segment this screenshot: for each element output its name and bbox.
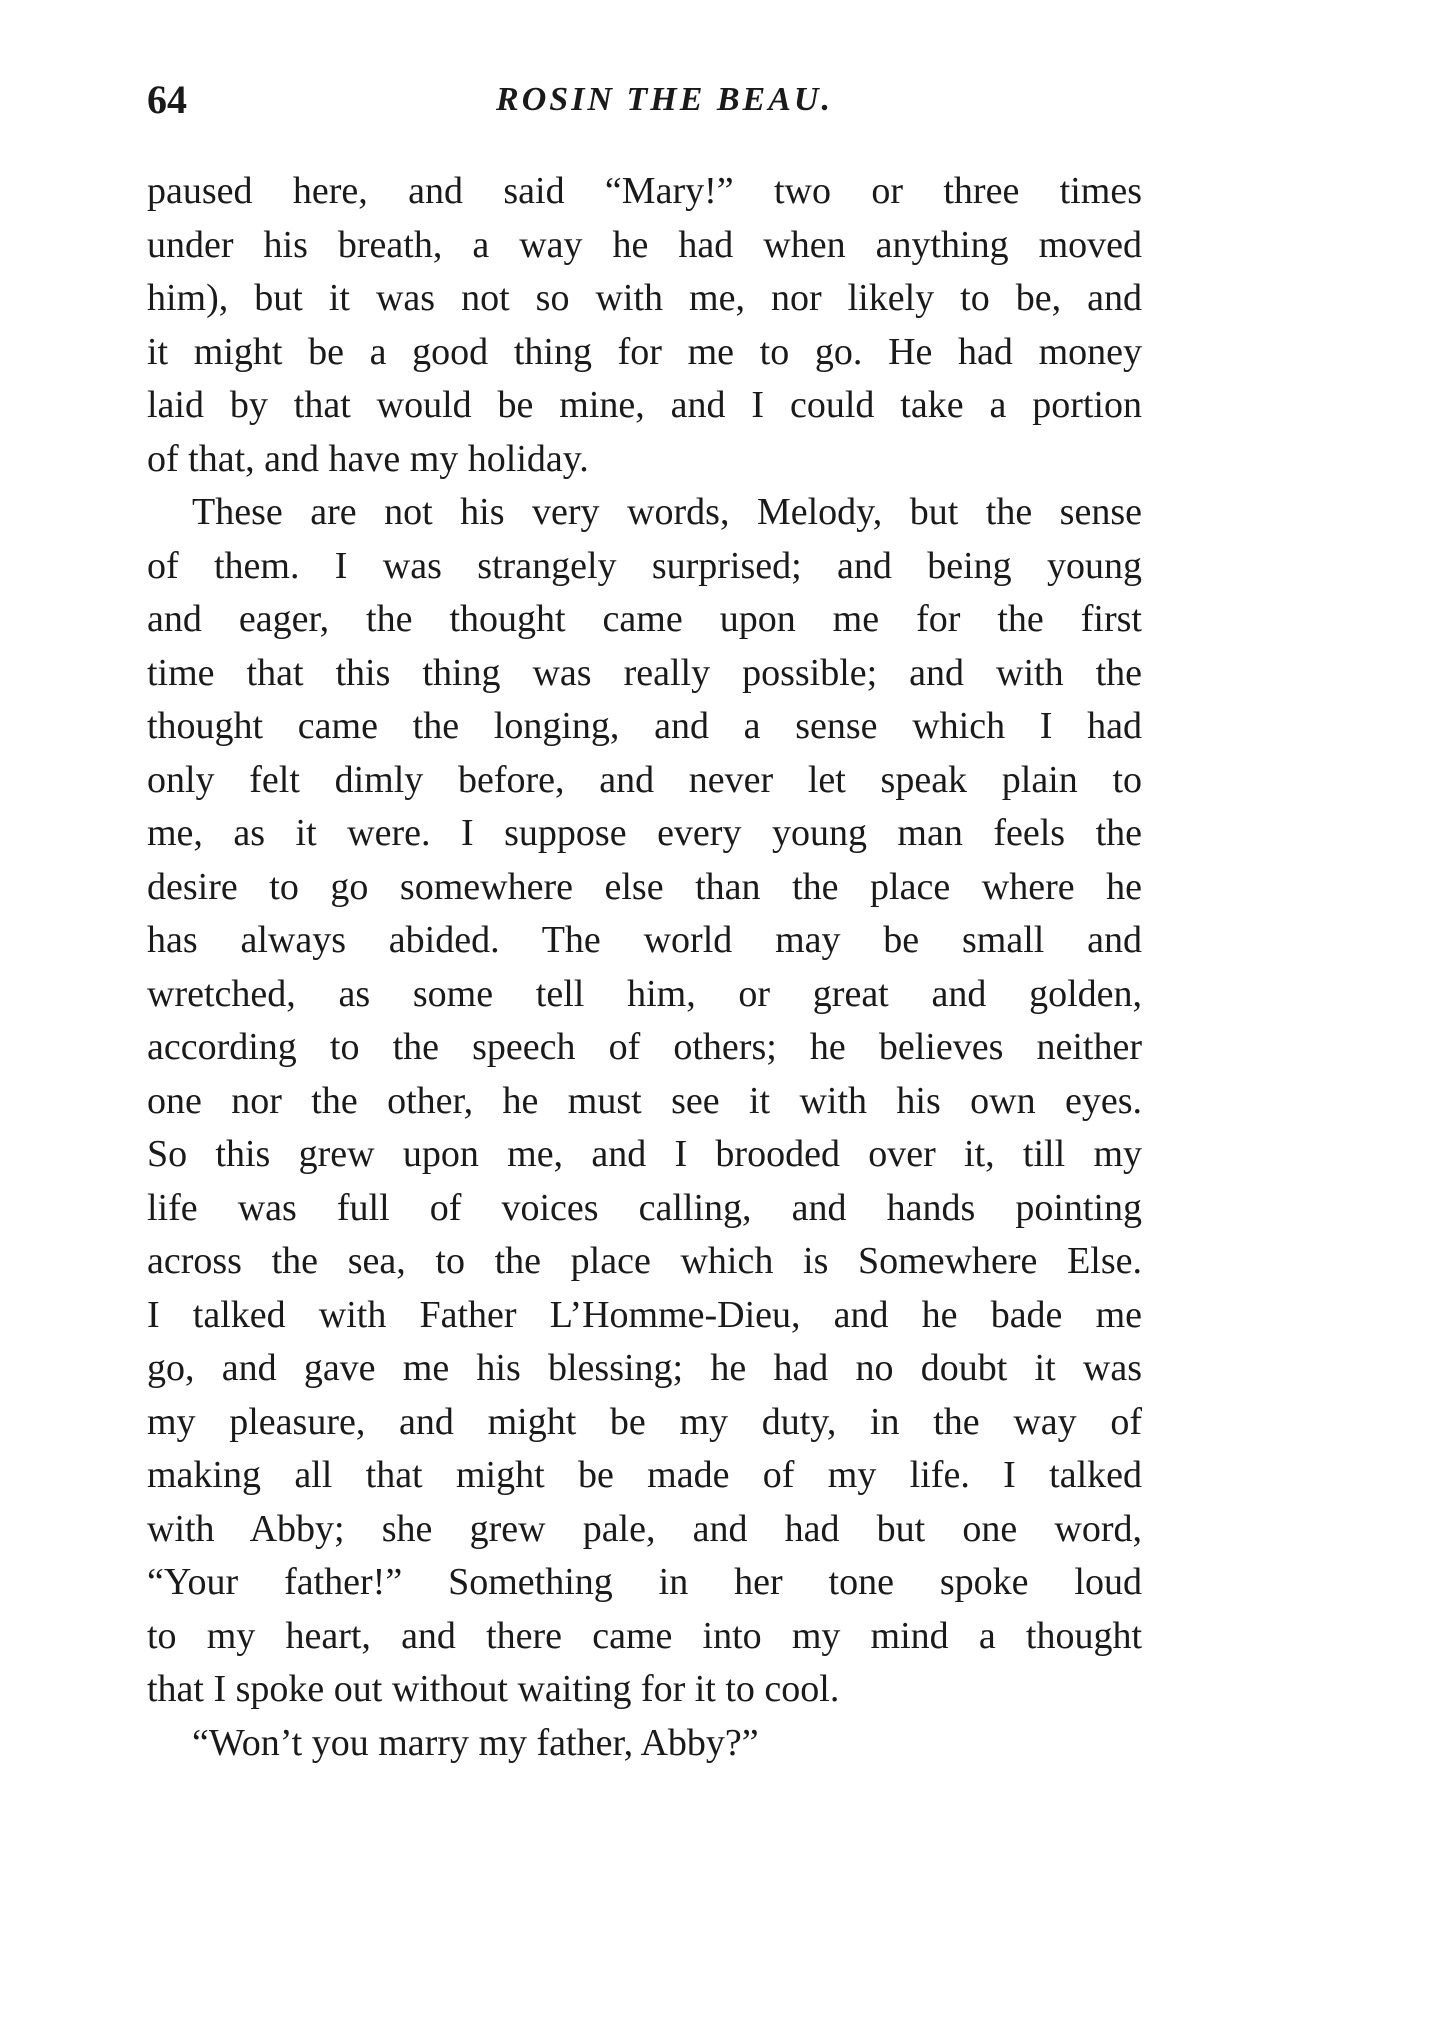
text-line: one nor the other, he must see it with his own eyes. <box>147 1079 1142 1122</box>
text-line: making all that might be made of my life. I talked <box>147 1454 1142 1496</box>
page-number: 64 <box>147 77 187 122</box>
text-line: life was full of voices calling, and hands pointing <box>147 1186 1142 1229</box>
text-line: my pleasure, and might be my duty, in the way of <box>147 1400 1142 1443</box>
running-title: ROSIN THE BEAU. <box>496 81 833 118</box>
text-line: These are not his very words, Melody, but the sense <box>192 491 1142 533</box>
text-line: me, as it were. I suppose every young man feels the <box>147 812 1142 854</box>
text-line: paused here, and said “Mary!” two or three times <box>147 170 1142 212</box>
text-line: laid by that would be mine, and I could take a portion <box>147 384 1142 426</box>
text-line: according to the speech of others; he believes neither <box>147 1026 1142 1068</box>
text-line: to my heart, and there came into my mind a thought <box>147 1614 1142 1657</box>
body-text <box>147 165 1142 1770</box>
text-line: time that this thing was really possible; and with the <box>147 651 1142 694</box>
text-line: under his breath, a way he had when anything moved <box>147 223 1142 266</box>
text-line: “Won’t you marry my father, Abby?” <box>192 1721 759 1764</box>
text-line: only felt dimly before, and never let speak plain to <box>147 758 1142 801</box>
text-line: desire to go somewhere else than the place where he <box>147 865 1142 908</box>
text-line: I talked with Father L’Homme-Dieu, and he bade me <box>147 1293 1142 1336</box>
text-line: and eager, the thought came upon me for the first <box>147 598 1142 640</box>
text-line: with Abby; she grew pale, and had but one word, <box>147 1507 1142 1550</box>
text-line: thought came the longing, and a sense which I had <box>147 705 1142 747</box>
text-line: it might be a good thing for me to go. He had money <box>147 330 1142 373</box>
text-line: across the sea, to the place which is Somewhere Else. <box>147 1240 1142 1282</box>
text-line: has always abided. The world may be small and <box>147 919 1142 961</box>
running-head <box>147 70 1142 130</box>
text-line: him), but it was not so with me, nor likely to be, and <box>147 277 1142 319</box>
text-line: of that, and have my holiday. <box>147 437 589 480</box>
text-line: that I spoke out without waiting for it to cool. <box>147 1668 840 1710</box>
text-line: of them. I was strangely surprised; and being young <box>147 544 1142 587</box>
text-line: “Your father!” Something in her tone spoke loud <box>147 1561 1142 1603</box>
text-line: wretched, as some tell him, or great and golden, <box>147 972 1142 1015</box>
text-line: go, and gave me his blessing; he had no doubt it was <box>147 1347 1142 1389</box>
text-line: So this grew upon me, and I brooded over it, till my <box>147 1133 1142 1175</box>
